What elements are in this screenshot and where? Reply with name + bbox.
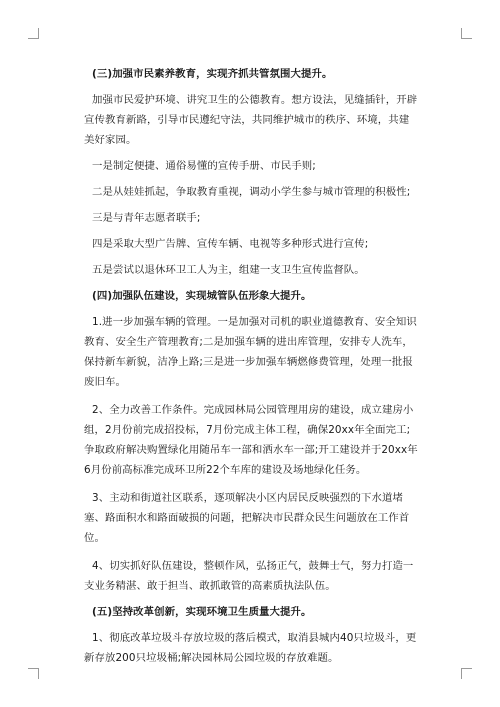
paragraph: 3、主动和街道社区联系，逐项解决小区内居民反映强烈的下水道堵塞、路面积水和路面破损的问题，把解决市民群众民生问题放在工作首位。 <box>84 492 410 544</box>
list-item: 四是采取大型广告牌、宣传车辆、电视等多种形式进行宣传; <box>92 238 369 250</box>
list-item: 一是制定便捷、通俗易懂的宣传手册、市民手则; <box>92 160 316 172</box>
paragraph: 4、切实抓好队伍建设，整顿作风，弘扬正气，鼓舞士气，努力打造一支业务精湛、敢于担当、敢抓敢管的高素质执法队伍。 <box>84 560 414 592</box>
section-heading-5: (五)坚持改革创新，实现环境卫生质量大提升。 <box>92 606 312 618</box>
paragraph: 2、全力改善工作条件。完成园林局公园管理用房的建设，成立建房小组，2月份前完成招投标，7月份完成主体工程，确保20xx年全面完工;争取政府解决购置绿化用随吊车一部和洒水车一部;开工建设并于20xx年6月份前高标准完成环卫所22个车库的建设及场地绿化任务。 <box>84 404 418 476</box>
document-body <box>84 64 418 668</box>
list-item: 三是与青年志愿者联手; <box>92 212 201 224</box>
crop-mark-top-left <box>28 28 39 39</box>
crop-mark-top-right <box>461 28 472 39</box>
paragraph: 1.进一步加强车辆的管理。一是加强对司机的职业道德教育、安全知识教育、安全生产管理教育;二是加强车辆的进出库管理，安排专人洗车，保持新车新貌，洁净上路;三是进一步加强车辆燃修费管理，处理一批报废旧车。 <box>84 316 417 388</box>
section-heading-3: (三)加强市民素养教育，实现齐抓共管氛围大提升。 <box>92 68 333 80</box>
list-item: 二是从娃娃抓起，争取教育重视，调动小学生参与城市管理的积极性; <box>92 186 411 198</box>
paragraph: 加强市民爱护环境、讲究卫生的公德教育。想方设法，见缝插针，开辟宣传教育新路，引导市民遵纪守法，共同维护城市的秩序、环境，共建美好家园。 <box>84 94 418 146</box>
crop-mark-bottom-left <box>28 668 39 679</box>
list-item: 五是尝试以退休环卫工人为主，组建一支卫生宣传监督队。 <box>92 264 365 276</box>
paragraph: 1、彻底改革垃圾斗存放垃圾的落后模式，取消县城内40只垃圾斗，更新存放200只垃圾桶;解决园林局公园垃圾的存放难题。 <box>84 632 417 664</box>
crop-mark-bottom-right <box>461 668 472 679</box>
section-heading-4: (四)加强队伍建设，实现城管队伍形象大提升。 <box>92 290 312 302</box>
